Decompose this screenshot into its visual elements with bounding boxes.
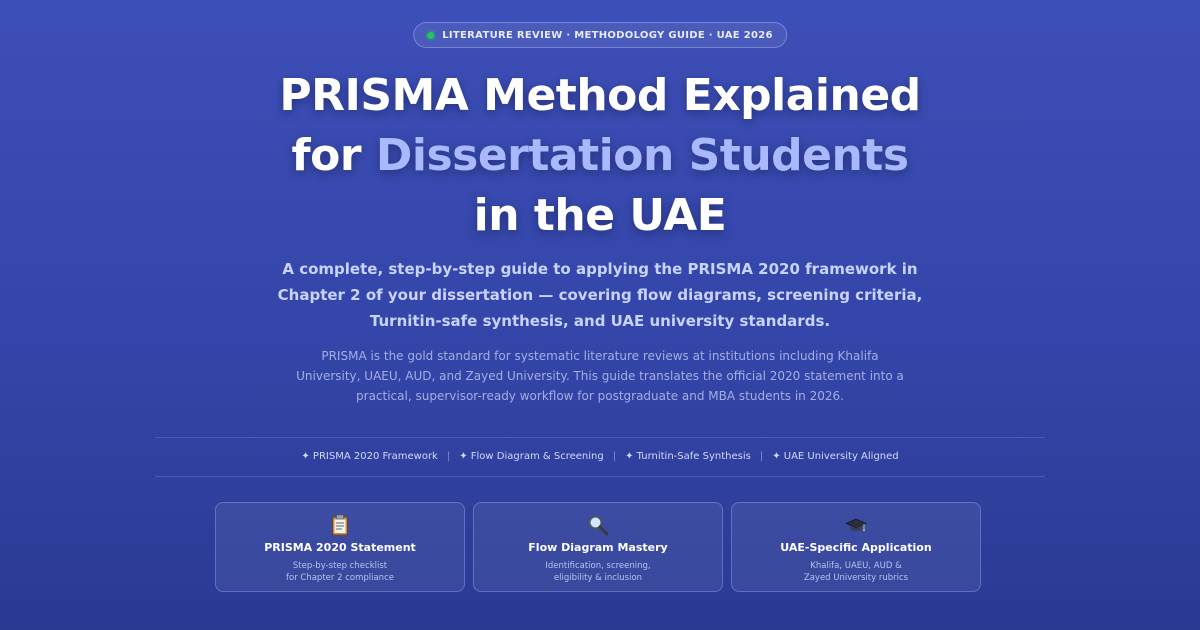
page-description: PRISMA is the gold standard for systematic literature reviews at institutions including Khalifa University, UAEU, AUD, and Zayed University. This guide translates the official 2020 statement into a practical, supervisor-ready workflow for postgraduate and MBA students in 2026. xyxy=(296,349,904,403)
card-prisma-statement xyxy=(215,502,465,592)
category-badge xyxy=(413,22,787,48)
feature-separator: | xyxy=(612,450,617,462)
card-uae-application xyxy=(731,502,981,592)
graduation-cap-icon xyxy=(732,514,980,536)
feature-cards xyxy=(215,502,981,592)
divider-top xyxy=(155,437,1045,438)
page-subtitle: A complete, step-by-step guide to applying the PRISMA 2020 framework in Chapter 2 of your dissertation — covering flow diagrams, screening criteria, Turnitin-safe synthesis, and UAE university standards. xyxy=(277,260,923,330)
feature-item: ✦ PRISMA 2020 Framework xyxy=(301,450,438,462)
card-title: PRISMA 2020 Statement xyxy=(264,541,416,554)
status-dot-icon xyxy=(427,32,434,39)
feature-item: ✦ UAE University Aligned xyxy=(772,450,899,462)
title-line-2-prefix: for xyxy=(291,130,376,181)
magnifier-icon xyxy=(474,514,722,536)
clipboard-icon xyxy=(216,514,464,536)
card-description: Identification, screening, eligibility & inclusion xyxy=(545,561,651,583)
card-title: UAE-Specific Application xyxy=(780,541,932,554)
card-title: Flow Diagram Mastery xyxy=(528,541,668,554)
feature-strip xyxy=(155,446,1045,466)
divider-bottom xyxy=(155,476,1045,477)
card-flow-diagram xyxy=(473,502,723,592)
feature-item: ✦ Turnitin-Safe Synthesis xyxy=(625,450,751,462)
title-line-3: in the UAE xyxy=(473,190,727,241)
card-description: Step-by-step checklist for Chapter 2 compliance xyxy=(286,561,394,583)
title-line-2-accent: Dissertation Students xyxy=(375,130,909,181)
feature-item: ✦ Flow Diagram & Screening xyxy=(459,450,604,462)
title-line-1: PRISMA Method Explained xyxy=(279,70,921,121)
badge-text: LITERATURE REVIEW · METHODOLOGY GUIDE · UAE 2026 xyxy=(442,29,773,41)
card-description: Khalifa, UAEU, AUD & Zayed University rubrics xyxy=(803,561,909,583)
feature-separator: | xyxy=(446,450,451,462)
feature-separator: | xyxy=(759,450,764,462)
page-title xyxy=(0,66,1200,246)
